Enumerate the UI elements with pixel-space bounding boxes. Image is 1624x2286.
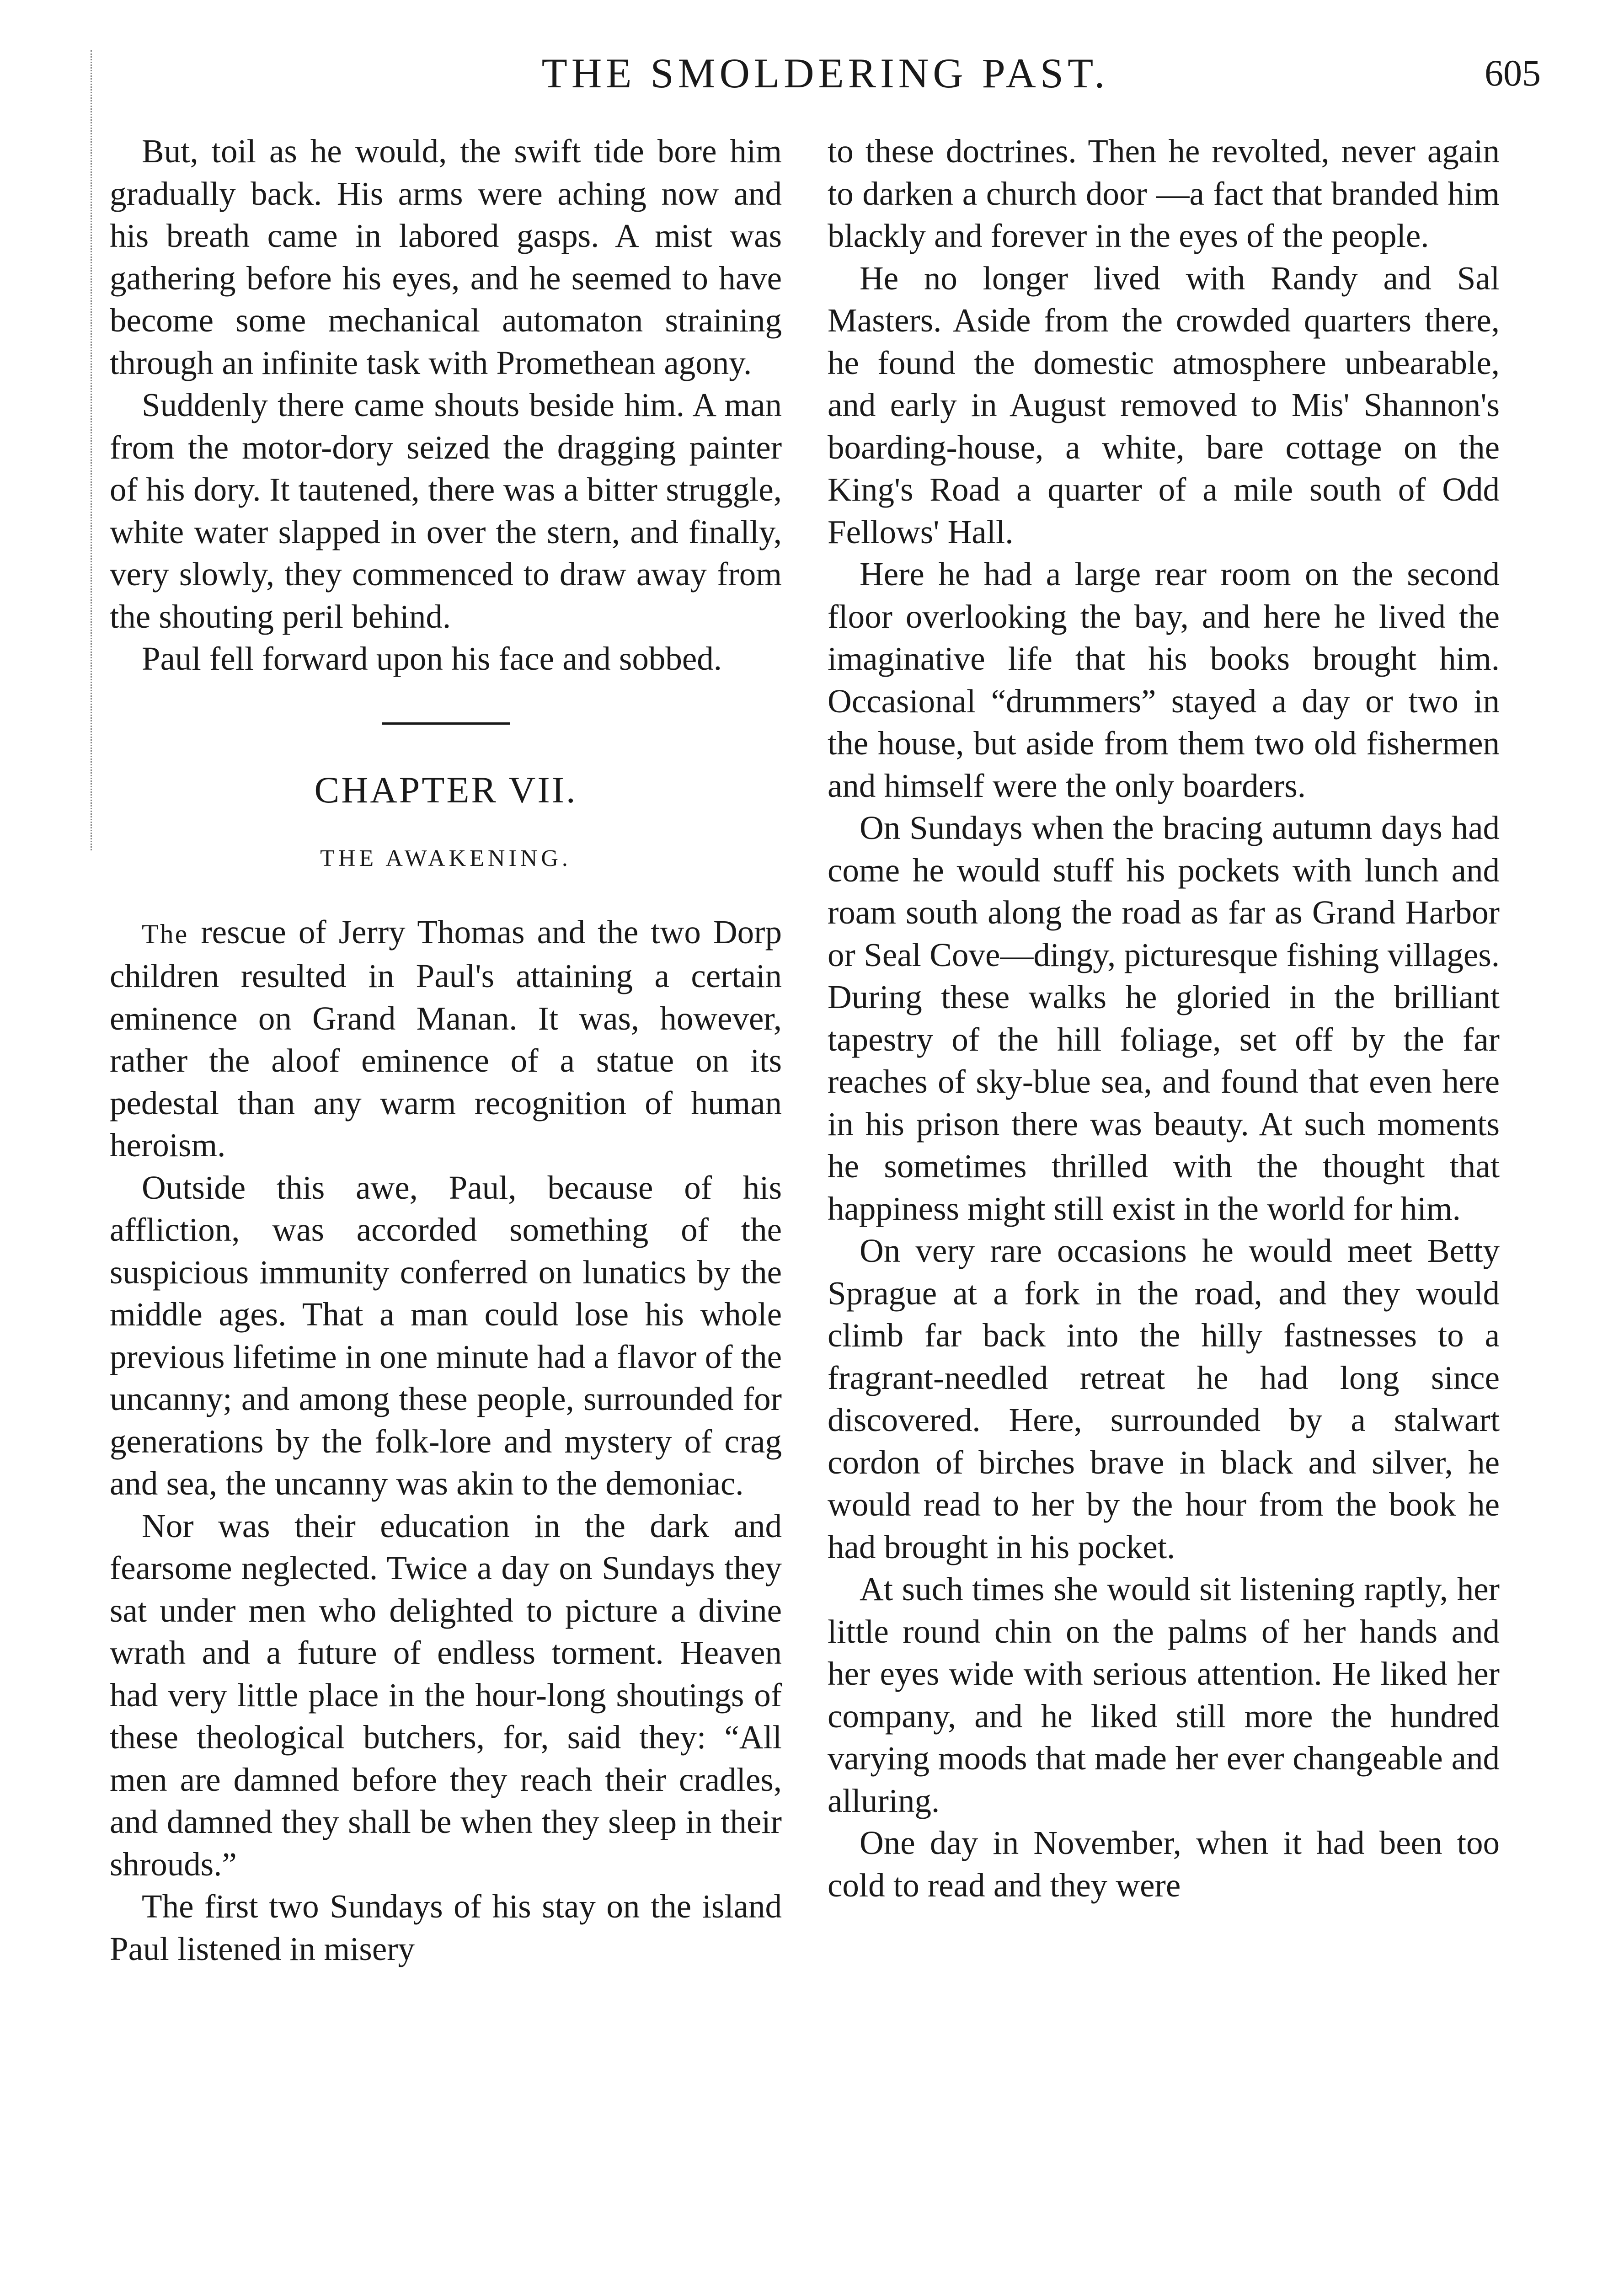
- chapter-subtitle: THE AWAKENING.: [320, 845, 572, 871]
- page-header: [110, 41, 1541, 105]
- paragraph: But, toil as he would, the swift tide bore him gradually back. His arms were aching now and his breath came in labored gasps. A mist was gathering before his eyes, and he seemed to have become some mechanical automaton straining through an infinite task with Promethean agony.: [110, 133, 782, 381]
- left-column: [110, 130, 782, 1970]
- section-divider: [382, 722, 510, 725]
- paragraph: On very rare occasions he would meet Betty Sprague at a fork in the road, and they would climb far back into the hilly fastnesses to a fragrant-needled retreat he had long since discovered. Here, surrounded by a stalwart cordon of birches brave in black and silver, he would read to her by the hour from the book he had brought in his pocket.: [828, 1232, 1500, 1565]
- margin-scan-marks: [91, 50, 98, 850]
- paragraph: Paul fell forward upon his face and sobbed.: [142, 640, 722, 677]
- paragraph: Nor was their education in the dark and fearsome neglected. Twice a day on Sundays they sat under men who delighted to picture a divine wrath and a future of endless torment. Heaven had very little place in the hour-long shoutings of these theological butchers, for, said they: “All men are damned before they reach their cradles, and damned they shall be when they sleep in their shrouds.”: [110, 1507, 782, 1883]
- paragraph: On Sundays when the bracing autumn days had come he would stuff his pockets with lunch and roam south along the road as far as Grand Harbor or Seal Cove—dingy, picturesque fishing villages. During these walks he gloried in the brilliant tapestry of the hill foliage, set off by the far reaches of sky-blue sea, and found that even here in his prison there was beauty. At such moments he sometimes thrilled with the thought that happiness might still exist in the world for him.: [828, 809, 1500, 1227]
- chapter-opening-paragraph: [110, 911, 782, 1167]
- paragraph: At such times she would sit listening raptly, her little round chin on the palms of her hands and her eyes wide with serious attention. He liked her company, and he liked still more the hundred varying moods that made her ever changeable and alluring.: [828, 1570, 1500, 1819]
- opening-text: rescue of Jerry Thomas and the two Dorp children resulted in Paul's attaining a certain eminence on Grand Manan. It was, however, rather the aloof eminence of a statue on its pedestal than any warm recognition of human heroism.: [110, 913, 782, 1164]
- paragraph: Here he had a large rear room on the second floor overlooking the bay, and here he lived the imaginative life that his books brought him. Occasional “drummers” stayed a day or two in the house, but aside from them two old fishermen and himself were the only boarders.: [828, 555, 1500, 804]
- chapter-title: CHAPTER VII.: [314, 769, 577, 811]
- paragraph: He no longer lived with Randy and Sal Masters. Aside from the crowded quarters there, he found the domestic atmosphere unbearable, and early in August removed to Mis' Shannon's boarding-house, a white, bare cottage on the King's Road a quarter of a mile south of Odd Fellows' Hall.: [828, 259, 1500, 550]
- paragraph: One day in November, when it had been too cold to read and they were: [828, 1824, 1500, 1904]
- paragraph: Outside this awe, Paul, because of his affliction, was accorded something of the suspicious immunity conferred on lunatics by the middle ages. That a man could lose his whole previous lifetime in one minute had a flavor of the uncanny; and among these people, surrounded for generations by the folk-lore and mystery of crag and sea, the uncanny was akin to the demoniac.: [110, 1169, 782, 1502]
- paragraph: Suddenly there came shouts beside him. A man from the motor-dory seized the dragging painter of his dory. It tautened, there was a bitter struggle, white water slapped in over the stern, and finally, very slowly, they commenced to draw away from the shouting peril behind.: [110, 386, 782, 635]
- right-column: [828, 130, 1500, 1907]
- opening-word: The: [142, 919, 189, 949]
- continued-paragraph: to these doctrines. Then he revolted, never again to darken a church door —a fact that branded him blackly and forever in the eyes of the people.: [828, 133, 1500, 254]
- paragraph: The first two Sundays of his stay on the island Paul listened in misery: [110, 1888, 782, 1967]
- page-number: 605: [1485, 52, 1541, 94]
- running-title: THE SMOLDERING PAST.: [541, 50, 1109, 96]
